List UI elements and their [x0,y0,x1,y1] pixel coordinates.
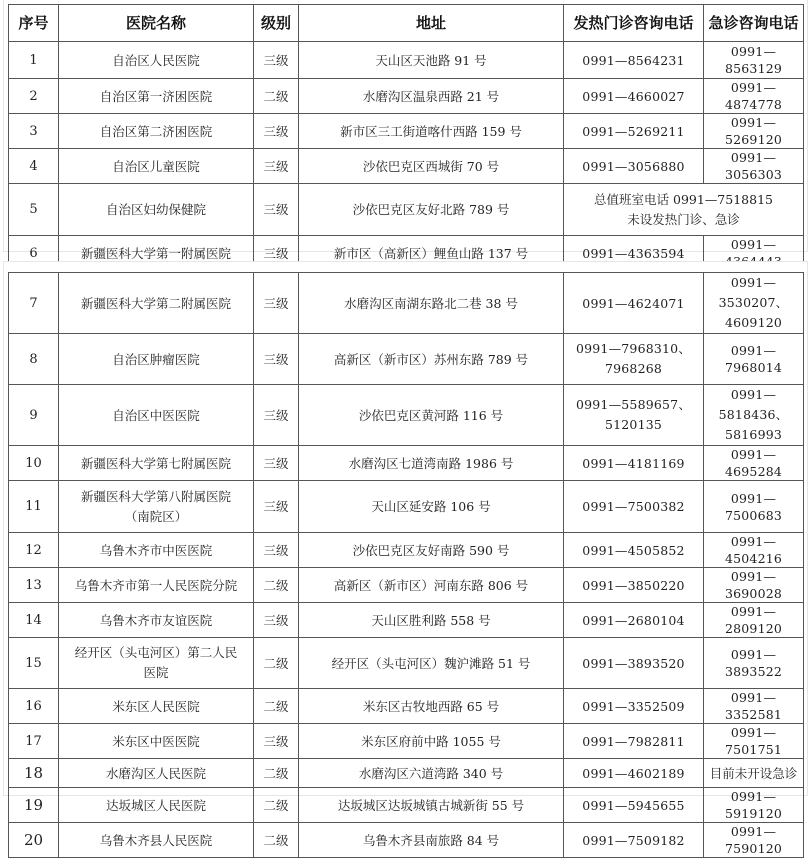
emergency-phone: 0991—8563129 [704,42,804,79]
row-no: 19 [9,788,59,823]
emergency-phone: 0991—7501751 [704,724,804,759]
hospital-address: 天山区延安路 106 号 [299,481,564,533]
fever-phone: 0991—4181169 [564,446,704,481]
hospital-level: 二级 [254,568,299,603]
table-row [9,42,804,79]
header-address: 地址 [299,5,564,42]
hospital-address: 达坂城区达坂城镇古城新街 55 号 [299,788,564,823]
fever-phone: 0991—4624071 [564,273,704,334]
hospital-level: 三级 [254,334,299,385]
fever-phone: 0991—5945655 [564,788,704,823]
hospital-name: 乌鲁木齐市第一人民医院分院 [59,568,254,603]
emergency-phone: 0991— [704,236,804,271]
hospital-address: 水磨沟区七道湾南路 1986 号 [299,446,564,481]
row-no: 16 [9,689,59,724]
hospital-name: 新疆医科大学第七附属医院 [59,446,254,481]
row-no: 6 [9,236,59,271]
hospital-name-line-1: 经开区（头屯河区）第二人民 [74,645,238,660]
table-row [9,638,804,689]
fever-phone: 0991—5269211 [564,114,704,149]
row-no: 5 [9,184,59,236]
hospital-address: 高新区（新市区）苏州东路 789 号 [299,334,564,385]
fever-phone [564,385,704,446]
emergency-phone: 0991—4695284 [704,446,804,481]
hospital-name: 自治区第二济困医院 [59,114,254,149]
fever-phone-line-2: 7968268 [604,361,663,376]
fever-phone: 0991—2680104 [564,603,704,638]
emergency-phone: 0991—3056303 [704,149,804,184]
hospital-level: 三级 [254,236,299,271]
hospital-level: 二级 [254,759,299,788]
hospital-address: 天山区天池路 91 号 [299,42,564,79]
hospital-address: 沙依巴克区黄河路 116 号 [299,385,564,446]
hospital-level: 三级 [254,603,299,638]
hospital-level: 三级 [254,114,299,149]
merged-phone-note [564,184,804,236]
fever-phone [564,334,704,385]
hospital-name: 自治区人民医院 [59,42,254,79]
fever-phone: 0991—3352509 [564,689,704,724]
hospital-name: 乌鲁木齐市中医医院 [59,533,254,568]
table-row [9,568,804,603]
hospital-level: 三级 [254,724,299,759]
table-page-1 [4,0,807,261]
table-row [9,724,804,759]
hospital-address: 新市区（高新区）鲤鱼山路 137 号 [299,236,564,271]
hospital-name-line-2: （南院区） [124,508,188,524]
fever-phone: 0991—4363594 [564,236,704,271]
table-row [9,759,804,788]
hospital-address: 乌鲁木齐县南旅路 84 号 [299,823,564,858]
hospital-name: 新疆医科大学第一附属医院 [59,236,254,271]
hospital-address: 高新区（新市区）河南东路 806 号 [299,568,564,603]
hospital-table-part-1 [8,4,804,271]
hospital-address: 米东区府前中路 1055 号 [299,724,564,759]
hospital-level: 二级 [254,638,299,689]
row-no: 10 [9,446,59,481]
fever-phone: 0991—4505852 [564,533,704,568]
emergency-phone: 0991—5919120 [704,788,804,823]
row-no: 11 [9,481,59,533]
fever-phone: 0991—8564231 [564,42,704,79]
hospital-level: 二级 [254,823,299,858]
emergency-phone: 0991—5269120 [704,114,804,149]
hospital-level: 三级 [254,446,299,481]
fever-phone: 0991—7500382 [564,481,704,533]
row-no: 20 [9,823,59,858]
hospital-name: 自治区肿瘤医院 [59,334,254,385]
table-row [9,79,804,114]
table-row [9,184,804,236]
hospital-address: 米东区古牧地西路 65 号 [299,689,564,724]
hospital-name-line-1: 新疆医科大学第八附属医院 [80,488,231,504]
emergency-phone: 0991—7590120 [704,823,804,858]
hospital-level: 二级 [254,788,299,823]
fever-phone: 0991—4602189 [564,759,704,788]
emergency-phone-line-1: 0991—5818436、 [718,387,789,422]
hospital-level: 三级 [254,273,299,334]
row-no: 17 [9,724,59,759]
table-row [9,385,804,446]
row-no: 7 [9,273,59,334]
hospital-name [59,481,254,533]
emergency-phone: 0991—4874778 [704,79,804,114]
emergency-phone: 目前未开设急诊 [704,759,804,788]
fever-phone: 0991—3893520 [564,638,704,689]
no-fever-clinic-note: 未设发热门诊、急诊 [627,211,740,227]
hospital-level: 三级 [254,533,299,568]
hospital-name: 乌鲁木齐市友谊医院 [59,603,254,638]
emergency-phone-line-2: 5816993 [724,427,783,442]
row-no: 14 [9,603,59,638]
fever-phone: 0991—4660027 [564,79,704,114]
table-row [9,446,804,481]
fever-phone: 0991—7509182 [564,823,704,858]
hospital-level: 二级 [254,689,299,724]
hospital-address: 沙依巴克区友好南路 590 号 [299,533,564,568]
header-fever-phone: 发热门诊咨询电话 [564,5,704,42]
table-row [9,533,804,568]
table-header-row [9,5,804,42]
duty-room-phone: 总值班室电话 0991—7518815 [594,191,773,207]
emergency-phone: 0991—2809120 [704,603,804,638]
table-row [9,114,804,149]
hospital-name: 自治区中医医院 [59,385,254,446]
hospital-address: 沙依巴克区友好北路 789 号 [299,184,564,236]
row-no: 18 [9,759,59,788]
row-no: 3 [9,114,59,149]
hospital-address: 水磨沟区南湖东路北二巷 38 号 [299,273,564,334]
hospital-name: 水磨沟区人民医院 [59,759,254,788]
hospital-level: 三级 [254,184,299,236]
header-emergency-phone: 急诊咨询电话 [704,5,804,42]
hospital-name: 达坂城区人民医院 [59,788,254,823]
hospital-address: 沙依巴克区西城街 70 号 [299,149,564,184]
hospital-address: 水磨沟区温泉西路 21 号 [299,79,564,114]
emergency-phone: 0991—7968014 [704,334,804,385]
emergency-phone: 0991—4504216 [704,533,804,568]
hospital-level: 三级 [254,481,299,533]
header-name: 医院名称 [59,5,254,42]
hospital-name: 乌鲁木齐县人民医院 [59,823,254,858]
row-no: 12 [9,533,59,568]
row-no: 9 [9,385,59,446]
header-no: 序号 [9,5,59,42]
emergency-phone-line-1: 0991—3530207、 [718,275,789,310]
fever-phone: 0991—3056880 [564,149,704,184]
hospital-address: 新市区三工街道喀什西路 159 号 [299,114,564,149]
fever-phone-line-1: 0991—5589657、 [575,397,692,412]
hospital-address: 天山区胜利路 558 号 [299,603,564,638]
table-row [9,689,804,724]
table-row [9,823,804,858]
table-row [9,603,804,638]
hospital-table-part-2 [8,272,804,858]
hospital-name: 自治区第一济困医院 [59,79,254,114]
hospital-level: 三级 [254,149,299,184]
row-no: 2 [9,79,59,114]
emergency-phone: 0991—3690028 [704,568,804,603]
row-no: 13 [9,568,59,603]
hospital-level: 二级 [254,79,299,114]
fever-phone-line-1: 0991—7968310、 [575,341,692,356]
hospital-name [59,638,254,689]
hospital-name: 自治区妇幼保健院 [59,184,254,236]
emergency-phone-line-2: 4609120 [724,315,783,330]
hospital-name-line-2: 医院 [143,665,169,680]
table-row [9,788,804,823]
emergency-phone: 0991—3893522 [704,638,804,689]
table-row [9,273,804,334]
hospital-address: 水磨沟区六道湾路 340 号 [299,759,564,788]
row-no: 1 [9,42,59,79]
hospital-address: 经开区（头屯河区）魏沪滩路 51 号 [299,638,564,689]
table-page-2 [4,262,807,856]
row-no: 15 [9,638,59,689]
hospital-name: 新疆医科大学第二附属医院 [59,273,254,334]
row-no: 8 [9,334,59,385]
fever-phone: 0991—7982811 [564,724,704,759]
emergency-phone: 0991—3352581 [704,689,804,724]
row-no: 4 [9,149,59,184]
hospital-level: 三级 [254,385,299,446]
emergency-phone [704,385,804,446]
hospital-name: 米东区人民医院 [59,689,254,724]
table-row [9,149,804,184]
emergency-phone [704,273,804,334]
emergency-phone: 0991—7500683 [704,481,804,533]
header-level: 级别 [254,5,299,42]
hospital-name: 米东区中医医院 [59,724,254,759]
table-row [9,334,804,385]
fever-phone-line-2: 5120135 [604,417,663,432]
hospital-level: 三级 [254,42,299,79]
fever-phone: 0991—3850220 [564,568,704,603]
table-row [9,481,804,533]
hospital-name: 自治区儿童医院 [59,149,254,184]
